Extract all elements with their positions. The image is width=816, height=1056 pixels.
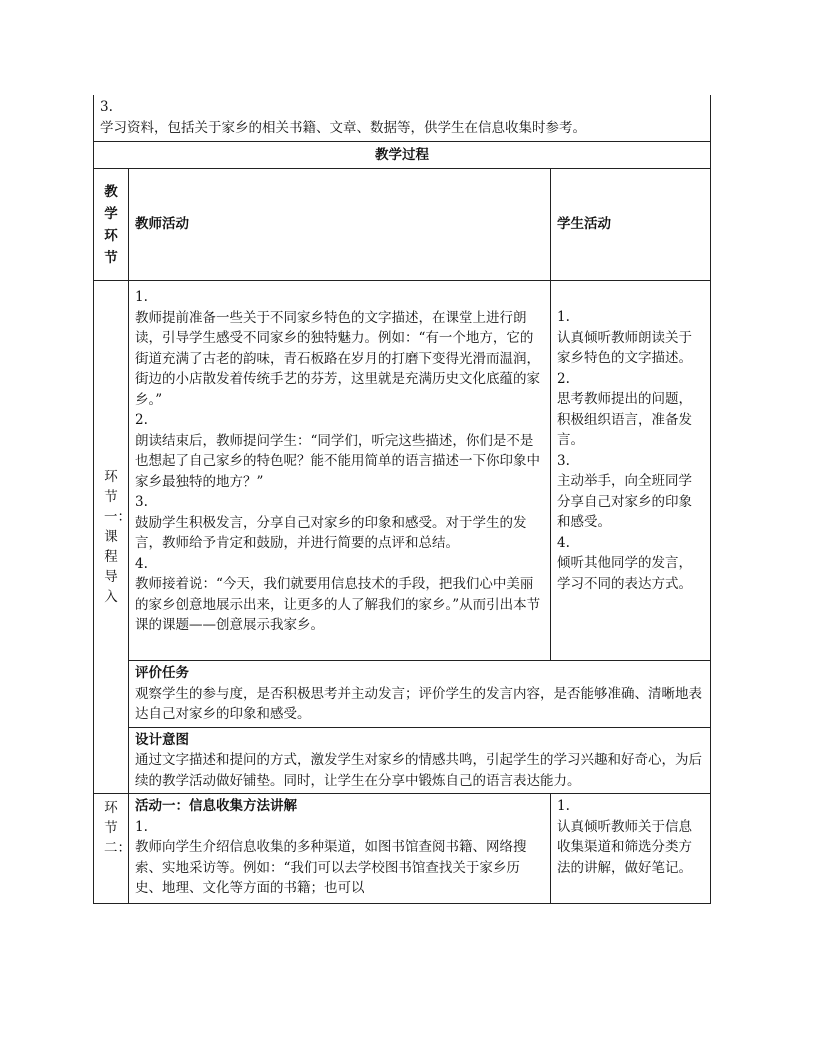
stage1-teacher-activity (129, 281, 551, 661)
stage1-teacher-step-text: 鼓励学生积极发言，分享自己对家乡的印象和感受。对于学生的发言，教师给予肯定和鼓励，并进行简要的点评和总结。 (135, 514, 527, 551)
header-student-activity: 学生活动 (551, 169, 711, 281)
stage1-student-step-number: 1. (557, 309, 570, 325)
stage1-design-row (94, 727, 711, 794)
lesson-plan-table (93, 95, 711, 904)
stage1-student-step-text: 思考教师提出的问题，积极组织语言，准备发言。 (557, 391, 692, 448)
stage1-design (129, 727, 711, 794)
stage2-row (94, 794, 711, 904)
stage1-student-step-text: 认真倾听教师朗读关于家乡特色的文字描述。 (557, 329, 692, 366)
stage2-teacher-step-text: 教师向学生介绍信息收集的多种渠道，如图书馆查阅书籍、网络搜索、实地采访等。例如：“我们可以去学校图书馆查找关于家乡历史、地理、文化等方面的书籍；也可以 (135, 839, 527, 896)
stage1-student-step-text: 主动举手，向全班同学分享自己对家乡的印象和感受。 (557, 473, 692, 530)
resources-row (94, 95, 711, 142)
process-title: 教学过程 (94, 142, 711, 169)
stage1-eval (129, 661, 711, 728)
resources-text: 学习资料，包括关于家乡的相关书籍、文章、数据等，供学生在信息收集时参考。 (100, 119, 586, 136)
activity-title: 活动一：信息收集方法讲解 (135, 798, 297, 814)
stage2-student-activity (551, 794, 711, 904)
stage1-teacher-step-number: 2. (135, 412, 148, 428)
resources-number: 3. (100, 99, 113, 115)
stage2-teacher-step-number: 1. (135, 818, 148, 835)
stage2-teacher-activity (129, 794, 551, 904)
process-title-row (94, 142, 711, 169)
stage1-label: 环节一：课程导入 (94, 281, 129, 794)
eval-title: 评价任务 (135, 665, 189, 681)
lesson-plan-page (93, 95, 710, 904)
design-title: 设计意图 (135, 731, 189, 748)
header-row (94, 169, 711, 281)
stage1-teacher-step-text: 教师接着说：“今天，我们就要用信息技术的手段，把我们心中美丽的家乡创意地展示出来，让更多的人了解我们的家乡。”从而引出本节课的课题——创意展示我家乡。 (135, 576, 541, 633)
stage1-student-step-number: 2. (557, 370, 570, 387)
stage1-teacher-step-text: 教师提前准备一些关于不同家乡特色的文字描述，在课堂上进行朗读，引导学生感受不同家乡的独特魅力。例如：“有一个地方，它的街道充满了古老的韵味，青石板路在岁月的打磨下变得光滑而温润，街边的小店散发着传统手艺的芬芳，这里就是充满历史文化底蕴的家乡。” (135, 309, 540, 408)
stage1-eval-row (94, 661, 711, 728)
stage1-teacher-step-number: 1. (135, 289, 148, 305)
stage1-student-step-text: 倾听其他同学的发言，学习不同的表达方式。 (557, 555, 692, 592)
stage1-student-activity (551, 281, 711, 661)
stage2-label: 环节二： (94, 794, 129, 904)
stage2-student-step-number: 1. (557, 798, 570, 814)
eval-text: 观察学生的参与度，是否积极思考并主动发言；评价学生的发言内容，是否能够准确、清晰地表达自己对家乡的印象和感受。 (135, 685, 702, 722)
stage1-student-step-number: 3. (557, 452, 570, 469)
stage1-student-step-number: 4. (557, 534, 570, 551)
stage1-teacher-step-text: 朗读结束后，教师提问学生：“同学们，听完这些描述，你们是不是也想起了自己家乡的特色呢？能不能用简单的语言描述一下你印象中家乡最独特的地方？” (135, 432, 540, 490)
stage1-teacher-step-number: 4. (135, 555, 148, 572)
stage1-teacher-step-number: 3. (135, 494, 148, 510)
stage1-row (94, 281, 711, 661)
stage2-student-step-text: 认真倾听教师关于信息收集渠道和筛选分类方法的讲解，做好笔记。 (557, 818, 692, 876)
header-teacher-activity: 教师活动 (129, 169, 551, 281)
design-text: 通过文字描述和提问的方式，激发学生对家乡的情感共鸣，引起学生的学习兴趣和好奇心，为后续的教学活动做好铺垫。同时，让学生在分享中锻炼自己的语言表达能力。 (135, 752, 702, 789)
header-stage: 教学环节 (94, 169, 129, 281)
